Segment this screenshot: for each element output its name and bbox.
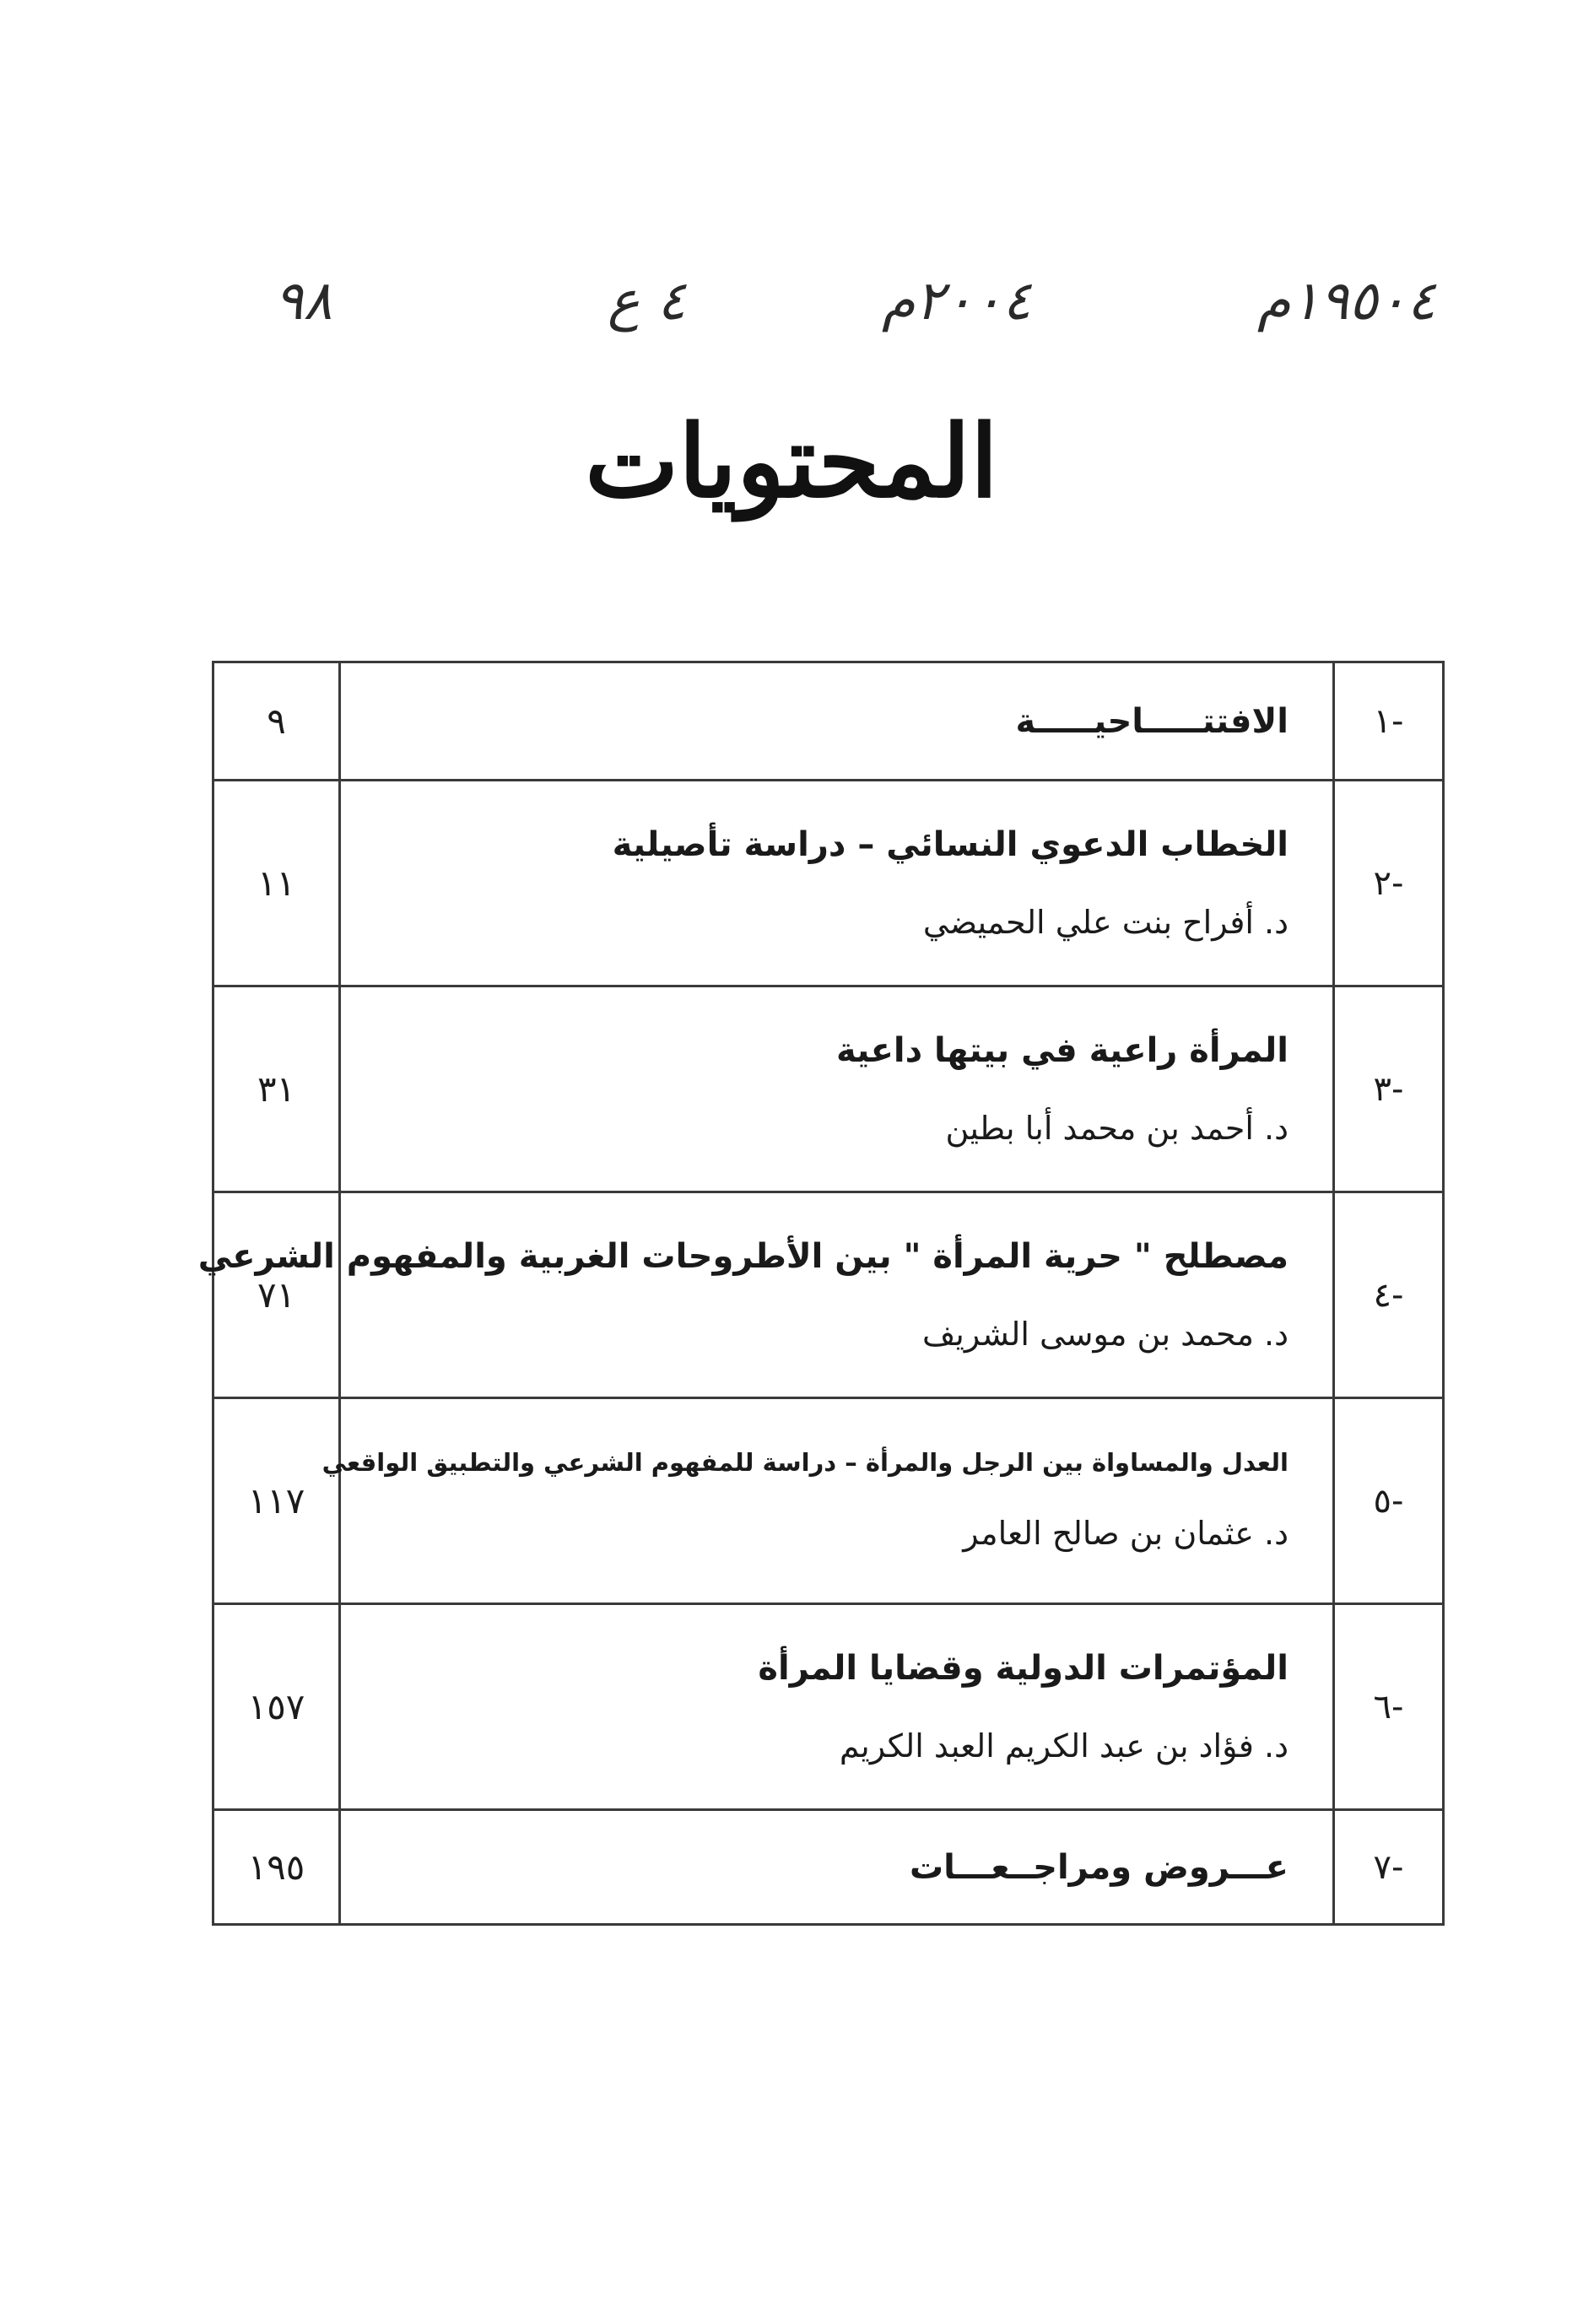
entry-title: مصطلح " حرية المرأة " بين الأطروحات الغربية والمفهوم الشرعي bbox=[197, 1236, 1289, 1276]
entry-content bbox=[340, 1810, 1334, 1925]
entry-title: العدل والمساواة بين الرجل والمرأة – دراسة للمفهوم الشرعي والتطبيق الواقعي bbox=[321, 1447, 1289, 1477]
entry-title: المرأة راعية في بيتها داعية bbox=[835, 1030, 1289, 1070]
entry-number: ٦- bbox=[1334, 1604, 1444, 1810]
toc-row[interactable] bbox=[213, 781, 1444, 986]
toc-row[interactable] bbox=[213, 1398, 1444, 1604]
entry-content bbox=[340, 781, 1334, 986]
entry-page-number: ٧١ bbox=[213, 1192, 340, 1398]
entry-content bbox=[340, 662, 1334, 781]
handwritten-note: ٢٠٠٤م bbox=[882, 270, 1032, 332]
entry-number: ٥- bbox=[1334, 1398, 1444, 1604]
entry-page-number: ٩ bbox=[213, 662, 340, 781]
entry-author: د. أحمد بن محمد أبا بطين bbox=[945, 1109, 1289, 1147]
table-of-contents bbox=[197, 661, 1445, 1926]
entry-page-number: ١١ bbox=[213, 781, 340, 986]
toc-row[interactable] bbox=[213, 662, 1444, 781]
entry-number: ١- bbox=[1334, 662, 1444, 781]
toc-row[interactable] bbox=[213, 1604, 1444, 1810]
entry-title: المؤتمرات الدولية وقضايا المرأة bbox=[758, 1648, 1289, 1688]
entry-page-number: ١١٧ bbox=[213, 1398, 340, 1604]
entry-author: د. أفراح بنت علي الحميضي bbox=[922, 903, 1289, 941]
entry-content bbox=[340, 986, 1334, 1192]
entry-author: د. عثمان بن صالح العامر bbox=[963, 1515, 1289, 1553]
toc-row[interactable] bbox=[213, 986, 1444, 1192]
entry-title: الخطاب الدعوي النسائي – دراسة تأصيلية bbox=[612, 824, 1289, 864]
entry-number: ٤- bbox=[1334, 1192, 1444, 1398]
handwritten-note: ٤ ع bbox=[608, 270, 686, 332]
handwritten-note: ٩٨ bbox=[274, 270, 332, 332]
entry-title: الافتتـــــاحيـــــة bbox=[1015, 701, 1289, 741]
entry-number: ٧- bbox=[1334, 1810, 1444, 1925]
entry-content bbox=[340, 1604, 1334, 1810]
entry-content bbox=[321, 1398, 1334, 1604]
toc-row[interactable] bbox=[213, 1192, 1444, 1398]
entry-number: ٢- bbox=[1334, 781, 1444, 986]
entry-title: عـــروض ومراجــعـــات bbox=[909, 1847, 1289, 1887]
handwritten-note: ١٩٥٠٤م bbox=[1257, 270, 1436, 332]
page-title: المحتويات bbox=[585, 403, 998, 520]
toc-row[interactable] bbox=[213, 1810, 1444, 1925]
entry-author: د. فؤاد بن عبد الكريم العبد الكريم bbox=[839, 1727, 1289, 1765]
entry-number: ٣- bbox=[1334, 986, 1444, 1192]
entry-page-number: ١٥٧ bbox=[213, 1604, 340, 1810]
entry-page-number: ٣١ bbox=[213, 986, 340, 1192]
entry-author: د. محمد بن موسى الشريف bbox=[921, 1315, 1289, 1353]
entry-page-number: ١٩٥ bbox=[213, 1810, 340, 1925]
